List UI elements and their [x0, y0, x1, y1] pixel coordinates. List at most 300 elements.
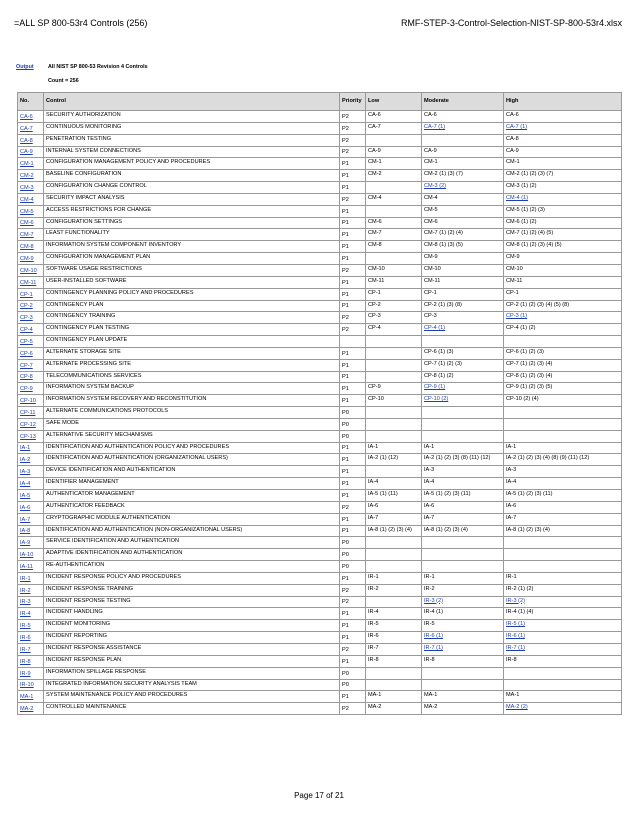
baseline-low: CM-1	[366, 158, 422, 170]
control-name: LEAST FUNCTIONALITY	[44, 229, 340, 241]
control-name: INTERNAL SYSTEM CONNECTIONS	[44, 146, 340, 158]
baseline-high[interactable]: IR-5 (1)	[504, 620, 622, 632]
control-priority: P2	[340, 134, 366, 146]
baseline-moderate	[422, 430, 504, 442]
control-name: CONTINGENCY PLAN UPDATE	[44, 336, 340, 348]
control-id-link[interactable]: IA-11	[18, 561, 44, 573]
baseline-moderate	[422, 667, 504, 679]
table-row	[18, 620, 622, 632]
baseline-high: CM-10	[504, 264, 622, 276]
table-row	[18, 584, 622, 596]
baseline-low: CM-4	[366, 193, 422, 205]
control-priority: P1	[340, 371, 366, 383]
table-row	[18, 525, 622, 537]
control-priority	[340, 336, 366, 348]
control-priority: P1	[340, 466, 366, 478]
baseline-low	[366, 537, 422, 549]
baseline-moderate: IA-6	[422, 501, 504, 513]
baseline-high[interactable]: MA-2 (2)	[504, 703, 622, 715]
table-row	[18, 430, 622, 442]
table-row	[18, 383, 622, 395]
baseline-high: IR-1	[504, 572, 622, 584]
control-priority: P1	[340, 217, 366, 229]
baseline-moderate: CP-2 (1) (3) (8)	[422, 300, 504, 312]
control-priority: P1	[340, 572, 366, 584]
baseline-high: IR-4 (1) (4)	[504, 608, 622, 620]
table-row	[18, 679, 622, 691]
baseline-low: IA-1	[366, 442, 422, 454]
control-name: SECURITY IMPACT ANALYSIS	[44, 193, 340, 205]
control-name: IDENTIFIER MANAGEMENT	[44, 478, 340, 490]
table-row	[18, 418, 622, 430]
table-row	[18, 111, 622, 123]
control-id-link[interactable]: IR-5	[18, 620, 44, 632]
control-id-link[interactable]: IR-9	[18, 667, 44, 679]
control-id-link[interactable]: CA-9	[18, 146, 44, 158]
control-id-link[interactable]: MA-1	[18, 691, 44, 703]
control-id-link[interactable]: IA-2	[18, 454, 44, 466]
control-id-link[interactable]: CP-4	[18, 324, 44, 336]
baseline-low: CA-7	[366, 122, 422, 134]
baseline-low	[366, 667, 422, 679]
baseline-high[interactable]: CP-3 (1)	[504, 312, 622, 324]
control-id-link[interactable]: CP-5	[18, 336, 44, 348]
baseline-moderate[interactable]: IR-6 (1)	[422, 632, 504, 644]
baseline-low: CP-3	[366, 312, 422, 324]
baseline-moderate: CP-8 (1) (2)	[422, 371, 504, 383]
control-id-link[interactable]: IA-9	[18, 537, 44, 549]
baseline-moderate	[422, 679, 504, 691]
table-row	[18, 632, 622, 644]
control-name: ALTERNATE STORAGE SITE	[44, 347, 340, 359]
baseline-high	[504, 537, 622, 549]
control-priority: P1	[340, 442, 366, 454]
table-row	[18, 158, 622, 170]
table-row	[18, 537, 622, 549]
table-row	[18, 442, 622, 454]
baseline-low: CP-1	[366, 288, 422, 300]
col-header-control: Control	[44, 93, 340, 111]
baseline-high: IA-5 (1) (2) (3) (11)	[504, 490, 622, 502]
control-priority: P2	[340, 193, 366, 205]
baseline-moderate: CP-1	[422, 288, 504, 300]
baseline-moderate[interactable]: IR-7 (1)	[422, 643, 504, 655]
control-priority: P1	[340, 229, 366, 241]
table-row	[18, 217, 622, 229]
baseline-moderate	[422, 537, 504, 549]
control-priority: P2	[340, 264, 366, 276]
control-name: AUTHENTICATOR FEEDBACK	[44, 501, 340, 513]
table-row	[18, 193, 622, 205]
control-id-link[interactable]: CA-7	[18, 122, 44, 134]
control-name: SOFTWARE USAGE RESTRICTIONS	[44, 264, 340, 276]
control-priority: P1	[340, 300, 366, 312]
control-name: SYSTEM MAINTENANCE POLICY AND PROCEDURES	[44, 691, 340, 703]
baseline-high: CA-9	[504, 146, 622, 158]
baseline-low: IA-8 (1) (2) (3) (4)	[366, 525, 422, 537]
control-priority: P0	[340, 667, 366, 679]
baseline-high: CM-2 (1) (2) (3) (7)	[504, 170, 622, 182]
control-count: Count = 256	[48, 78, 79, 84]
baseline-low: IR-7	[366, 643, 422, 655]
control-id-link[interactable]: IA-5	[18, 490, 44, 502]
control-priority: P1	[340, 620, 366, 632]
table-row	[18, 229, 622, 241]
control-priority: P1	[340, 383, 366, 395]
baseline-high: CM-9	[504, 253, 622, 265]
baseline-high: CP-2 (1) (2) (3) (4) (5) (8)	[504, 300, 622, 312]
baseline-high[interactable]: CA-7 (1)	[504, 122, 622, 134]
baseline-high: IA-7	[504, 513, 622, 525]
table-row	[18, 122, 622, 134]
baseline-high: IA-6	[504, 501, 622, 513]
baseline-moderate	[422, 561, 504, 573]
col-header-low: Low	[366, 93, 422, 111]
control-name: INCIDENT HANDLING	[44, 608, 340, 620]
baseline-high: CM-3 (1) (2)	[504, 182, 622, 194]
baseline-low	[366, 182, 422, 194]
control-id-link[interactable]: IA-3	[18, 466, 44, 478]
control-id-link[interactable]: CM-8	[18, 241, 44, 253]
table-row	[18, 513, 622, 525]
baseline-high	[504, 679, 622, 691]
control-priority: P2	[340, 703, 366, 715]
control-id-link[interactable]: IR-6	[18, 632, 44, 644]
baseline-moderate	[422, 336, 504, 348]
control-id-link[interactable]: CM-4	[18, 193, 44, 205]
baseline-high: IA-3	[504, 466, 622, 478]
control-id-link[interactable]: CP-12	[18, 418, 44, 430]
col-header-high: High	[504, 93, 622, 111]
control-name: CONTINGENCY PLAN TESTING	[44, 324, 340, 336]
table-row	[18, 182, 622, 194]
baseline-high	[504, 667, 622, 679]
table-row	[18, 347, 622, 359]
baseline-low	[366, 205, 422, 217]
baseline-moderate: IA-5 (1) (2) (3) (11)	[422, 490, 504, 502]
control-id-link[interactable]: CM-2	[18, 170, 44, 182]
control-priority: P2	[340, 596, 366, 608]
baseline-moderate: CA-6	[422, 111, 504, 123]
baseline-low: IR-4	[366, 608, 422, 620]
baseline-moderate: CP-3	[422, 312, 504, 324]
baseline-low: CM-7	[366, 229, 422, 241]
control-id-link[interactable]: CM-1	[18, 158, 44, 170]
control-name: CONFIGURATION MANAGEMENT PLAN	[44, 253, 340, 265]
baseline-low: CP-10	[366, 395, 422, 407]
baseline-moderate: IR-5	[422, 620, 504, 632]
control-id-link[interactable]: IR-7	[18, 643, 44, 655]
control-id-link[interactable]: CP-1	[18, 288, 44, 300]
control-id-link[interactable]: CP-11	[18, 407, 44, 419]
col-header-priority: Priority	[340, 93, 366, 111]
baseline-moderate: CA-9	[422, 146, 504, 158]
control-id-link[interactable]: CP-6	[18, 347, 44, 359]
control-id-link[interactable]: CP-2	[18, 300, 44, 312]
table-row	[18, 312, 622, 324]
control-name: INFORMATION SPILLAGE RESPONSE	[44, 667, 340, 679]
table-row	[18, 276, 622, 288]
baseline-high: CP-6 (1) (2) (3)	[504, 347, 622, 359]
table-row	[18, 371, 622, 383]
table-row	[18, 241, 622, 253]
control-name: SECURITY AUTHORIZATION	[44, 111, 340, 123]
control-priority: P1	[340, 253, 366, 265]
baseline-low: CM-2	[366, 170, 422, 182]
control-priority: P1	[340, 241, 366, 253]
control-name: INFORMATION SYSTEM COMPONENT INVENTORY	[44, 241, 340, 253]
control-id-link[interactable]: CP-8	[18, 371, 44, 383]
control-priority: P2	[340, 501, 366, 513]
baseline-low: CM-6	[366, 217, 422, 229]
baseline-high[interactable]: IR-7 (1)	[504, 643, 622, 655]
baseline-moderate: CM-4	[422, 193, 504, 205]
control-id-link[interactable]: CM-3	[18, 182, 44, 194]
baseline-high[interactable]: IR-6 (1)	[504, 632, 622, 644]
control-priority: P1	[340, 608, 366, 620]
control-name: ALTERNATE PROCESSING SITE	[44, 359, 340, 371]
baseline-high: CM-1	[504, 158, 622, 170]
control-name: PENETRATION TESTING	[44, 134, 340, 146]
control-name: INCIDENT RESPONSE ASSISTANCE	[44, 643, 340, 655]
control-id-link[interactable]: IR-8	[18, 655, 44, 667]
baseline-high	[504, 407, 622, 419]
table-row	[18, 170, 622, 182]
baseline-moderate: IR-2	[422, 584, 504, 596]
control-id-link[interactable]: CP-3	[18, 312, 44, 324]
control-name: CONTINGENCY PLAN	[44, 300, 340, 312]
control-name: CONTROLLED MAINTENANCE	[44, 703, 340, 715]
baseline-low: CP-2	[366, 300, 422, 312]
baseline-high: CP-4 (1) (2)	[504, 324, 622, 336]
control-priority: P0	[340, 418, 366, 430]
table-row	[18, 395, 622, 407]
baseline-low: IR-6	[366, 632, 422, 644]
baseline-low: IA-7	[366, 513, 422, 525]
control-priority: P1	[340, 170, 366, 182]
baseline-low	[366, 359, 422, 371]
control-id-link[interactable]: CP-13	[18, 430, 44, 442]
baseline-moderate[interactable]: CA-7 (1)	[422, 122, 504, 134]
table-row	[18, 655, 622, 667]
control-priority: P1	[340, 158, 366, 170]
baseline-moderate: IR-8	[422, 655, 504, 667]
control-priority: P2	[340, 643, 366, 655]
control-id-link[interactable]: IR-4	[18, 608, 44, 620]
control-name: CRYPTOGRAPHIC MODULE AUTHENTICATION	[44, 513, 340, 525]
baseline-low	[366, 347, 422, 359]
table-row	[18, 691, 622, 703]
control-id-link[interactable]: IA-4	[18, 478, 44, 490]
baseline-moderate: CM-5	[422, 205, 504, 217]
table-row	[18, 324, 622, 336]
baseline-low	[366, 418, 422, 430]
table-row	[18, 561, 622, 573]
control-id-link[interactable]: CP-10	[18, 395, 44, 407]
table-row	[18, 205, 622, 217]
control-name: CONFIGURATION MANAGEMENT POLICY AND PROCEDURES	[44, 158, 340, 170]
baseline-moderate: CM-7 (1) (2) (4)	[422, 229, 504, 241]
control-name: IDENTIFICATION AND AUTHENTICATION POLICY AND PROCEDURES	[44, 442, 340, 454]
control-name: ADAPTIVE IDENTIFICATION AND AUTHENTICATION	[44, 549, 340, 561]
baseline-high	[504, 561, 622, 573]
baseline-high: IA-2 (1) (2) (3) (4) (8) (9) (11) (12)	[504, 454, 622, 466]
control-priority: P0	[340, 561, 366, 573]
baseline-moderate[interactable]: CP-10 (2)	[422, 395, 504, 407]
baseline-moderate: IA-8 (1) (2) (3) (4)	[422, 525, 504, 537]
control-priority: P1	[340, 288, 366, 300]
baseline-high	[504, 430, 622, 442]
control-id-link[interactable]: CM-7	[18, 229, 44, 241]
baseline-low: IR-2	[366, 584, 422, 596]
baseline-moderate: MA-2	[422, 703, 504, 715]
table-row	[18, 478, 622, 490]
control-id-link[interactable]: IA-8	[18, 525, 44, 537]
control-id-link[interactable]: IR-10	[18, 679, 44, 691]
baseline-high	[504, 336, 622, 348]
baseline-moderate	[422, 418, 504, 430]
control-name: USER-INSTALLED SOFTWARE	[44, 276, 340, 288]
baseline-moderate: CM-11	[422, 276, 504, 288]
baseline-high: CM-6 (1) (2)	[504, 217, 622, 229]
control-priority: P1	[340, 276, 366, 288]
control-id-link[interactable]: IA-10	[18, 549, 44, 561]
baseline-high	[504, 549, 622, 561]
control-name: INCIDENT RESPONSE PLAN	[44, 655, 340, 667]
control-priority: P2	[340, 324, 366, 336]
control-name: INCIDENT RESPONSE TRAINING	[44, 584, 340, 596]
control-priority: P0	[340, 430, 366, 442]
baseline-high[interactable]: CM-4 (1)	[504, 193, 622, 205]
control-id-link[interactable]: CP-9	[18, 383, 44, 395]
control-id-link[interactable]: CM-10	[18, 264, 44, 276]
baseline-moderate[interactable]: CP-9 (1)	[422, 383, 504, 395]
table-row	[18, 264, 622, 276]
baseline-moderate: MA-1	[422, 691, 504, 703]
control-priority: P1	[340, 347, 366, 359]
baseline-moderate	[422, 134, 504, 146]
table-row	[18, 572, 622, 584]
baseline-high: CM-8 (1) (2) (3) (4) (5)	[504, 241, 622, 253]
control-id-link[interactable]: CA-6	[18, 111, 44, 123]
output-title: All NIST SP 800-53 Revision 4 Controls	[48, 64, 148, 70]
control-priority: P2	[340, 122, 366, 134]
baseline-low: MA-2	[366, 703, 422, 715]
baseline-moderate: CM-8 (1) (3) (5)	[422, 241, 504, 253]
control-priority: P2	[340, 584, 366, 596]
control-id-link[interactable]: CM-9	[18, 253, 44, 265]
baseline-high: CP-1	[504, 288, 622, 300]
control-id-link[interactable]: CM-6	[18, 217, 44, 229]
control-id-link[interactable]: CP-7	[18, 359, 44, 371]
table-row	[18, 407, 622, 419]
baseline-high[interactable]: IR-3 (2)	[504, 596, 622, 608]
table-row	[18, 146, 622, 158]
control-priority: P1	[340, 182, 366, 194]
control-name: INCIDENT RESPONSE POLICY AND PROCEDURES	[44, 572, 340, 584]
control-priority: P1	[340, 655, 366, 667]
control-id-link[interactable]: IA-6	[18, 501, 44, 513]
baseline-low	[366, 466, 422, 478]
sheet-title: =ALL SP 800-53r4 Controls (256)	[14, 18, 148, 28]
baseline-low: CP-9	[366, 383, 422, 395]
baseline-high: CM-11	[504, 276, 622, 288]
control-priority: P1	[340, 513, 366, 525]
control-id-link[interactable]: CM-5	[18, 205, 44, 217]
control-priority: P0	[340, 537, 366, 549]
control-id-link[interactable]: CA-8	[18, 134, 44, 146]
baseline-moderate: IA-4	[422, 478, 504, 490]
baseline-low: IA-4	[366, 478, 422, 490]
control-id-link[interactable]: MA-2	[18, 703, 44, 715]
control-name: SERVICE IDENTIFICATION AND AUTHENTICATION	[44, 537, 340, 549]
control-priority: P2	[340, 111, 366, 123]
baseline-high: IA-1	[504, 442, 622, 454]
output-link[interactable]: Output	[16, 64, 34, 70]
baseline-moderate	[422, 549, 504, 561]
control-name: ALTERNATE COMMUNICATIONS PROTOCOLS	[44, 407, 340, 419]
baseline-low	[366, 596, 422, 608]
baseline-moderate: CM-1	[422, 158, 504, 170]
table-row	[18, 549, 622, 561]
baseline-moderate: CP-7 (1) (2) (3)	[422, 359, 504, 371]
table-row	[18, 501, 622, 513]
table-body	[18, 111, 622, 715]
table-row	[18, 466, 622, 478]
table-row	[18, 253, 622, 265]
col-header-no: No.	[18, 93, 44, 111]
control-priority: P2	[340, 146, 366, 158]
baseline-high: IR-2 (1) (2)	[504, 584, 622, 596]
baseline-high: CM-5 (1) (2) (3)	[504, 205, 622, 217]
baseline-low: CM-10	[366, 264, 422, 276]
control-name: SAFE MODE	[44, 418, 340, 430]
baseline-moderate: IA-3	[422, 466, 504, 478]
control-id-link[interactable]: CM-11	[18, 276, 44, 288]
baseline-low: CA-6	[366, 111, 422, 123]
control-priority: P1	[340, 359, 366, 371]
control-name: INCIDENT RESPONSE TESTING	[44, 596, 340, 608]
baseline-low	[366, 561, 422, 573]
baseline-low	[366, 679, 422, 691]
control-id-link[interactable]: IR-3	[18, 596, 44, 608]
control-id-link[interactable]: IR-2	[18, 584, 44, 596]
control-id-link[interactable]: IA-7	[18, 513, 44, 525]
file-name: RMF-STEP-3-Control-Selection-NIST-SP-800-53r4.xlsx	[400, 18, 622, 28]
baseline-low	[366, 336, 422, 348]
control-name: BASELINE CONFIGURATION	[44, 170, 340, 182]
baseline-moderate[interactable]: IR-3 (2)	[422, 596, 504, 608]
baseline-moderate: CM-6	[422, 217, 504, 229]
control-priority: P1	[340, 691, 366, 703]
baseline-moderate: IA-7	[422, 513, 504, 525]
baseline-high: CA-6	[504, 111, 622, 123]
baseline-low	[366, 371, 422, 383]
control-id-link[interactable]: IR-1	[18, 572, 44, 584]
baseline-high: MA-1	[504, 691, 622, 703]
control-priority: P1	[340, 205, 366, 217]
baseline-low: CP-4	[366, 324, 422, 336]
baseline-low: IR-1	[366, 572, 422, 584]
baseline-moderate: CP-6 (1) (3)	[422, 347, 504, 359]
control-id-link[interactable]: IA-1	[18, 442, 44, 454]
baseline-low: CA-9	[366, 146, 422, 158]
baseline-moderate[interactable]: CM-3 (2)	[422, 182, 504, 194]
table-row	[18, 667, 622, 679]
control-name: CONTINUOUS MONITORING	[44, 122, 340, 134]
baseline-moderate[interactable]: CP-4 (1)	[422, 324, 504, 336]
table-row	[18, 359, 622, 371]
